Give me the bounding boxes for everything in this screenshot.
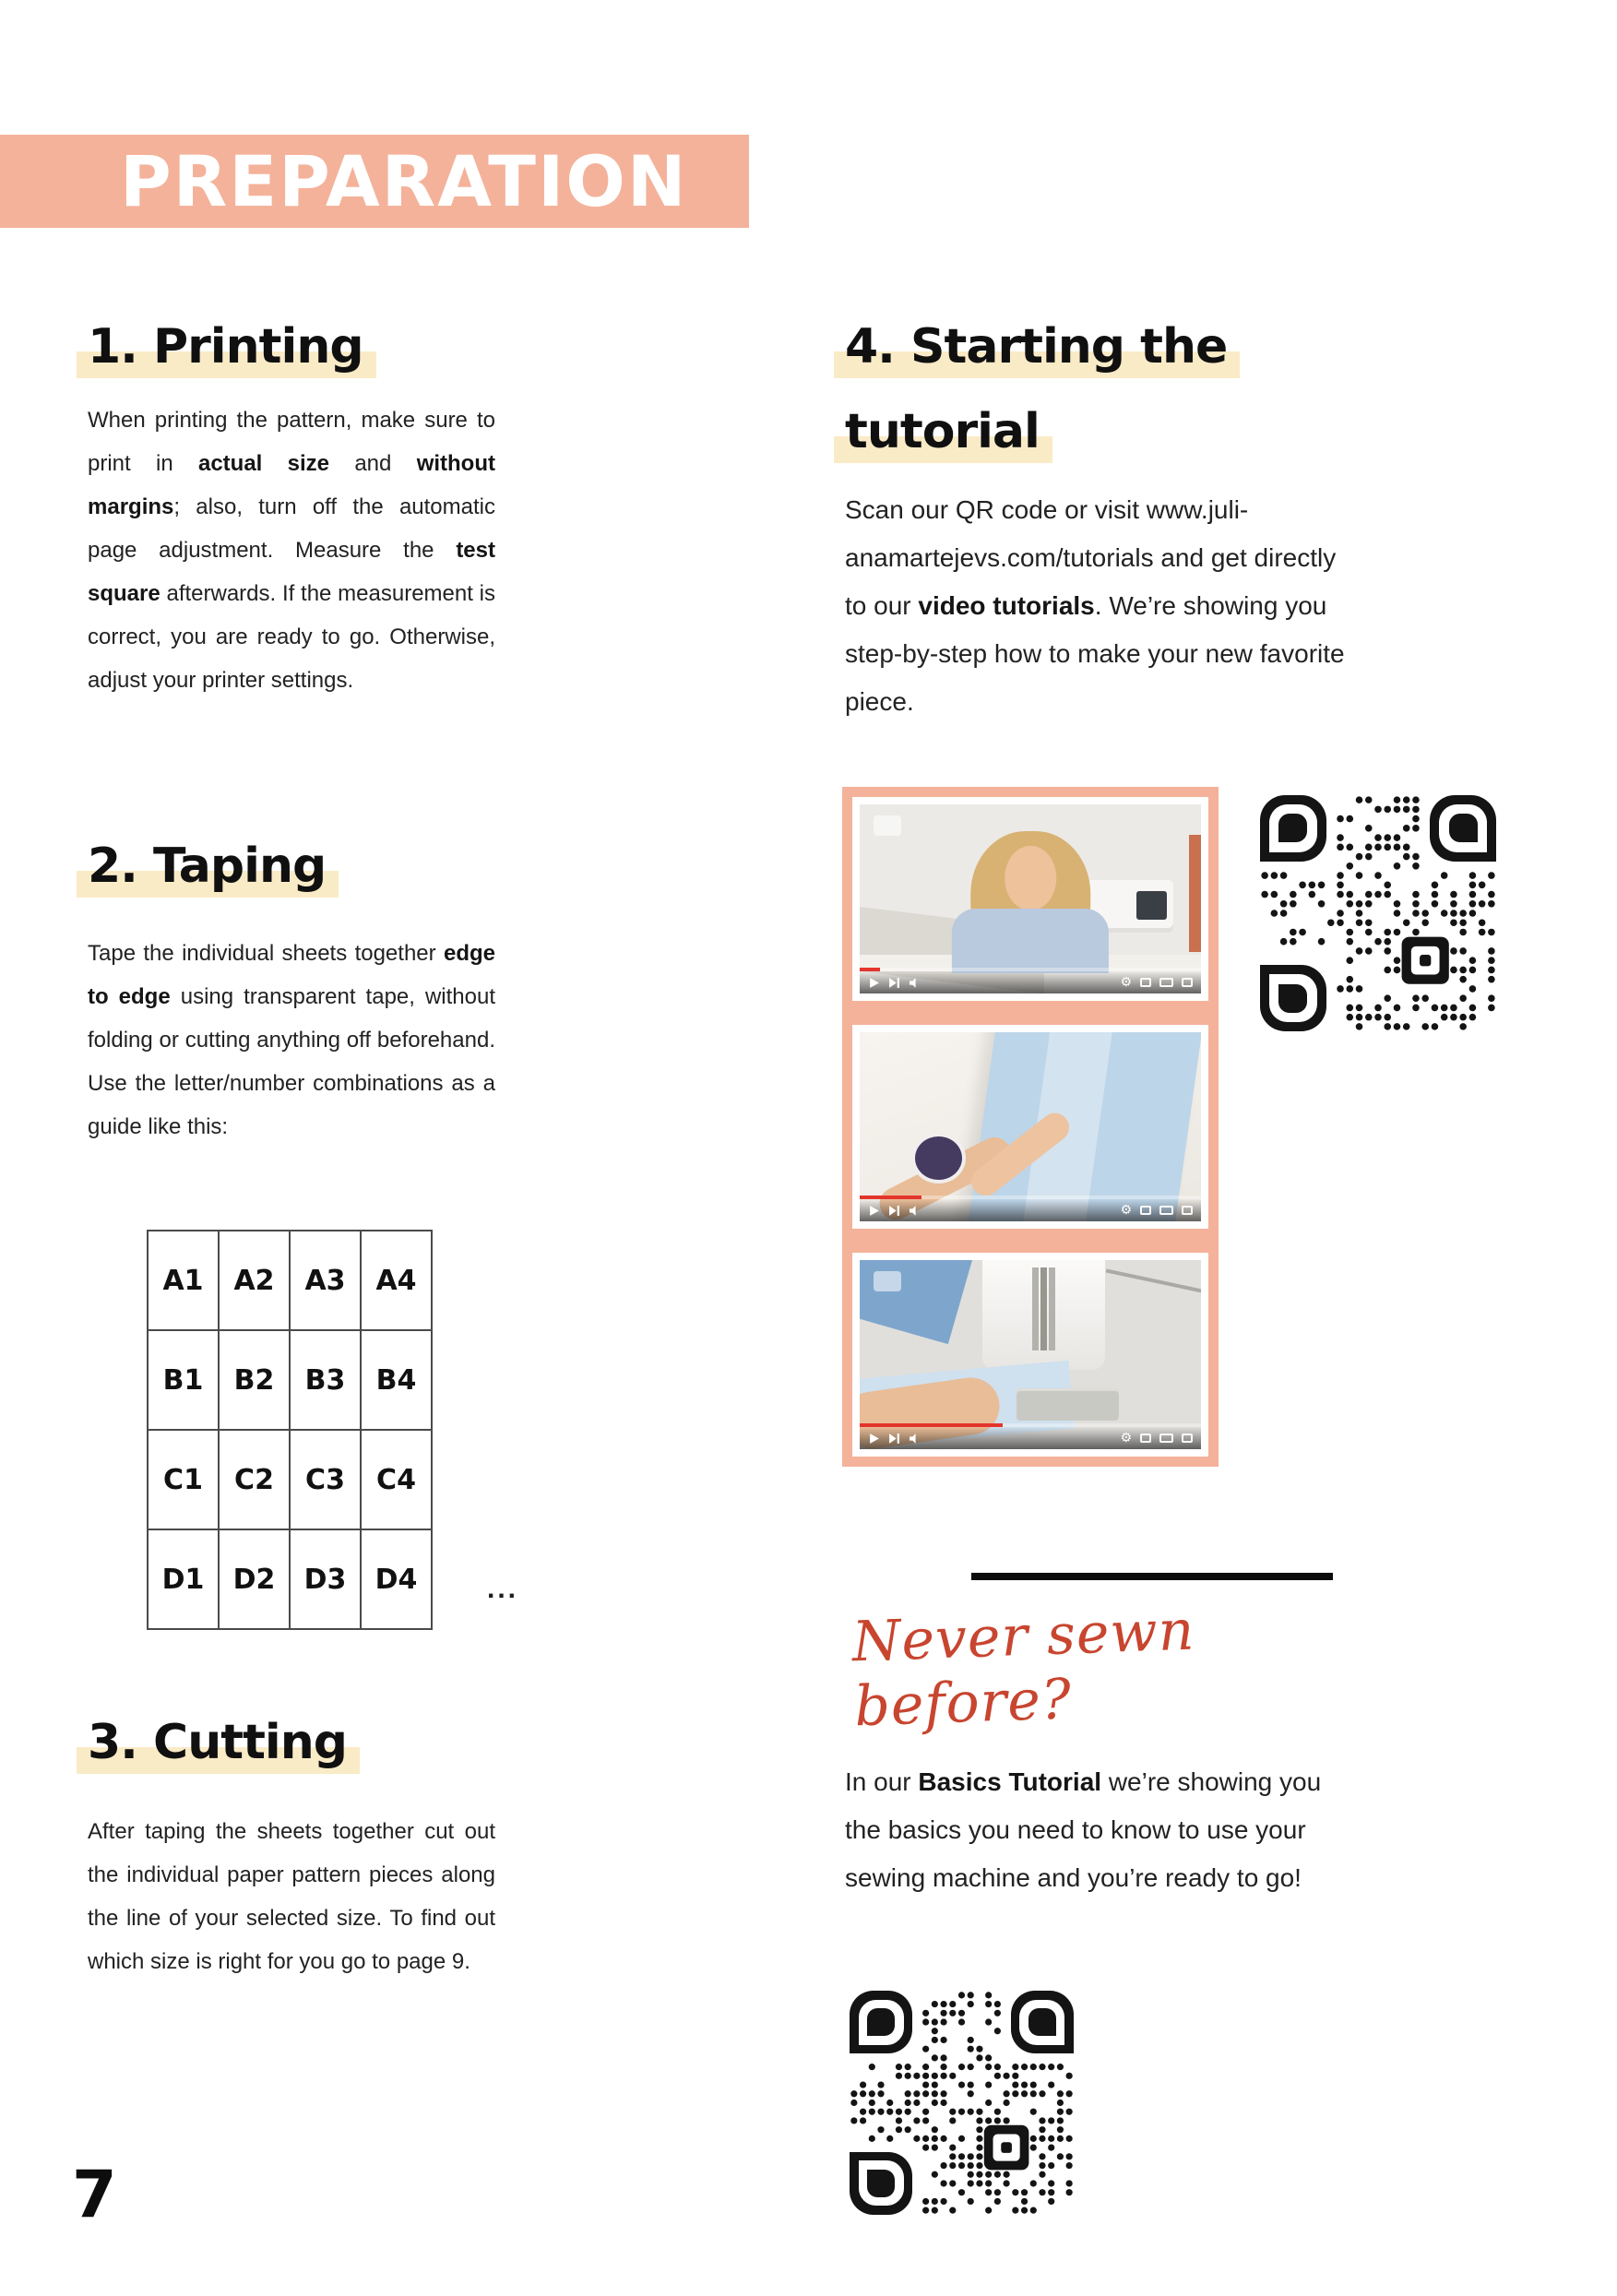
paragraph-cutting: After taping the sheets together cut out the individual paper pattern pieces along the line of your selected size. To find out which size is right for you go to page 9. [88,1819,495,1974]
miniplayer-icon [1140,1206,1151,1215]
qr-finder-pattern [850,2152,912,2215]
theater-mode-icon [1159,1434,1173,1443]
grid-row [148,1330,432,1430]
video-thumbnails-frame [842,787,1219,1467]
machine-needle [1040,1267,1047,1350]
grid-row [148,1430,432,1529]
presenter-face [1005,846,1056,910]
grid-row [148,1529,432,1629]
paragraph-basics: In our Basics Tutorial we’re showing you the basics you need to know to use your sewing machine and you’re ready to go! [845,1767,1322,1892]
script-heading: Never sewn before? [850,1598,1196,1740]
theater-mode-icon [1159,1206,1173,1215]
video-thumbnail-fabric [852,1025,1208,1229]
section-banner [0,135,749,228]
wrist-pincushion [911,1133,966,1184]
fullscreen-icon [1182,978,1193,987]
miniplayer-icon [1140,978,1151,987]
video-controls [860,971,1201,993]
channel-watermark [874,1271,901,1291]
channel-watermark [874,815,901,836]
paragraph-printing: When printing the pattern, make sure to print in actual size and without margins; also, turn off the automatic page adjustment. Measure the test square afterwards. If the measurement is correct, you are ready to go. Otherwise, adjust your printer settings. [88,408,495,693]
grid-cell: B2 [219,1330,290,1430]
grid-cell: C2 [219,1430,290,1529]
paragraph-tutorial: Scan our QR code or visit www.juli-anamartejevs.com/tutorials and get directly to our video tutorials. We’re showing you step-by-step how to make your new favorite piece. [845,495,1345,716]
paragraph-taping: Tape the individual sheets together edge to edge using transparent tape, without folding or cutting anything off beforehand. Use the letter/number combinations as a guide like this: [88,941,496,1139]
grid-cell: C1 [148,1430,219,1529]
next-icon [888,1205,900,1217]
video-thumbnail-presenter [852,797,1208,1001]
settings-icon: ⚙ [1120,1430,1132,1445]
volume-icon [909,977,921,989]
play-icon [868,977,880,989]
grid-cell: D1 [148,1529,219,1629]
qr-finder-pattern [1260,965,1326,1031]
grid-cell: D2 [219,1529,290,1629]
grid-cell: D4 [361,1529,432,1629]
qr-finder-pattern [1430,795,1496,862]
qr-finder-pattern [1260,795,1326,862]
presenter-shirt [952,909,1109,973]
needle-plate [1017,1388,1119,1421]
sewing-machine-screen [1136,891,1167,920]
fullscreen-icon [1182,1206,1193,1215]
page-number: 7 [72,2157,117,2232]
video-thumbnail-machine [852,1253,1208,1457]
theater-mode-icon [1159,978,1173,987]
video-controls [860,1199,1201,1221]
grid-cell: B1 [148,1330,219,1430]
qr-code-basics [850,1991,1074,2215]
qr-code-tutorials [1260,795,1496,1031]
divider-line [971,1573,1333,1580]
grid-cell: A2 [219,1231,290,1330]
heading-cutting: 3. Cutting [88,1700,360,1785]
settings-icon: ⚙ [1120,1202,1132,1218]
grid-cell: C3 [290,1430,361,1529]
play-icon [868,1433,880,1445]
page-title: PREPARATION [120,140,688,222]
background-shelf [1189,835,1201,952]
video-controls [860,1427,1201,1449]
grid-cell: A1 [148,1231,219,1330]
volume-icon [909,1205,921,1217]
miniplayer-icon [1140,1434,1151,1443]
heading-starting-tutorial: 4. Starting the tutorial [845,304,1361,474]
grid-cell: C4 [361,1430,432,1529]
heading-printing: 1. Printing [88,304,376,389]
fullscreen-icon [1182,1434,1193,1443]
sheet-grid-table [147,1230,433,1630]
volume-icon [909,1433,921,1445]
qr-finder-pattern [1011,1991,1074,2053]
settings-icon: ⚙ [1120,974,1132,990]
grid-cell: B3 [290,1330,361,1430]
play-icon [868,1205,880,1217]
next-icon [888,1433,900,1445]
grid-cell: A4 [361,1231,432,1330]
heading-taping: 2. Taping [88,824,339,909]
grid-cell: A3 [290,1231,361,1330]
thread-rod [1106,1268,1207,1293]
grid-cell: D3 [290,1529,361,1629]
grid-cell: B4 [361,1330,432,1430]
next-icon [888,977,900,989]
grid-ellipsis: ... [487,1574,519,1604]
qr-finder-pattern [850,1991,912,2053]
grid-row [148,1231,432,1330]
blue-fabric-corner [852,1253,978,1344]
